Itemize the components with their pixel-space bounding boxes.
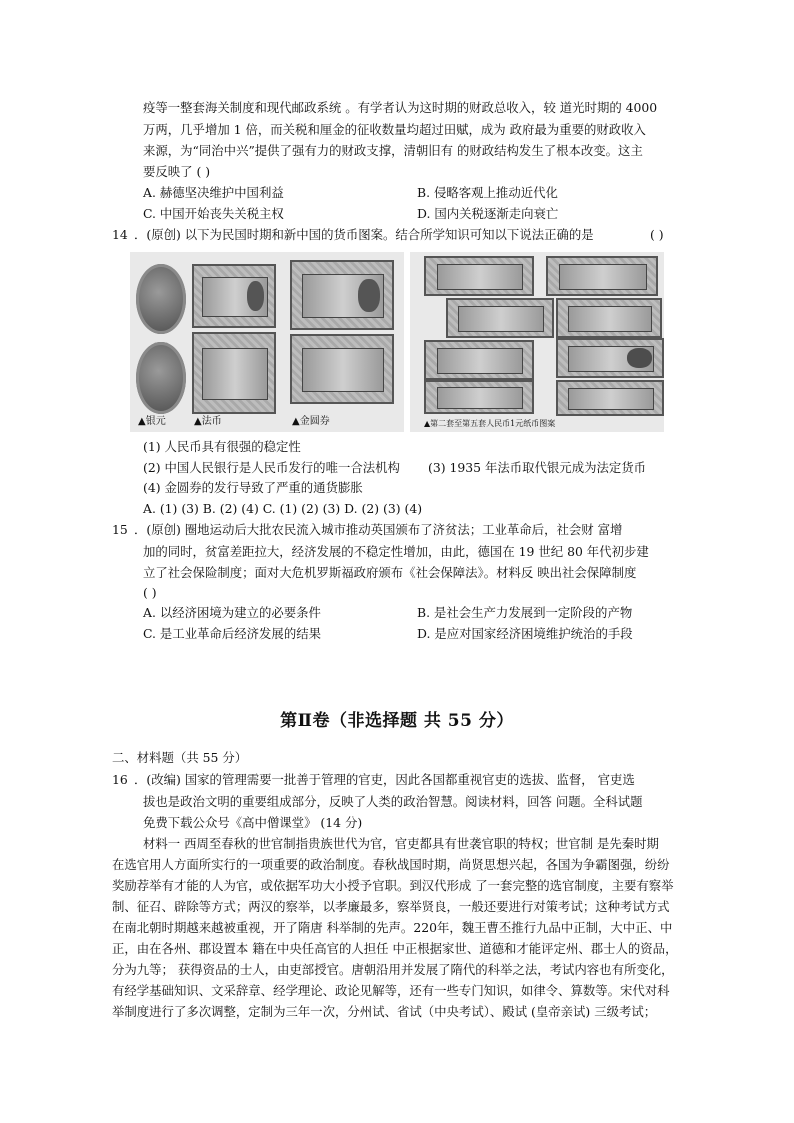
q14-number: 14: [112, 227, 128, 242]
q16-material-line: 材料一 西周至春秋的世官制指贵族世代为官，官吏都具有世袭官职的特权；世官制 是先秦时期: [143, 836, 659, 851]
q13-option-c: C. 中国开始丧失关税主权: [143, 206, 284, 221]
q16-number: 16: [112, 772, 128, 787]
q14-options: A. (1) (3) B. (2) (4) C. (1) (2) (3) D. (2) (3) (4): [143, 501, 423, 516]
q14-statement-3: (3) 1935 年法币取代银元成为法定货币: [428, 460, 647, 475]
q16-material-line: 在选官用人方面所实行的一项重要的政治制度。春秋战国时期，尚贤思想兴起，各国为争霸图强，纷纷: [112, 857, 670, 872]
q16-material-line: 举制度进行了多次调整，定制为三年一次，分州试、省试（中央考试）、殿试 (皇帝亲试) 三级考试；: [112, 1004, 657, 1019]
q15-option-a: A. 以经济困境为建立的必要条件: [143, 605, 321, 620]
q16-material-line: 制、征召、辟除等方式；两汉的察举，以孝廉最多，察举贤良，一般还要进行对策考试；这种考试方式: [112, 899, 670, 914]
q15-text-line: 立了社会保险制度；面对大危机罗斯福政府颁布《社会保障法》。材料反 映出社会保障制度: [143, 565, 637, 580]
q15-option-d: D. 是应对国家经济困境维护统治的手段: [417, 626, 633, 641]
rmb-note-image: [424, 380, 534, 414]
rmb-note-image: [546, 256, 658, 296]
q13-option-d: D. 国内关税逐渐走向衰亡: [417, 206, 559, 221]
q16-material-line: 有经学基础知识、文采辞章、经学理论、政论见解等，还有一些专门知识，如律令、算数等。宋代对科: [112, 983, 670, 998]
q13-text-line: 来源，为“同治中兴”提供了强有力的财政支撑，清朝旧有 的财政结构发生了根本改变。这主: [143, 143, 643, 158]
q15-text-line: ．(原创) 圈地运动后大批农民流入城市推动英国颁布了济贫法；工业革命后，社会财 富增: [134, 522, 623, 537]
q14-statement-4: (4) 金圆券的发行导致了严重的通货膨胀: [143, 480, 363, 495]
q13-option-a: A. 赫德坚决维护中国利益: [143, 185, 284, 200]
jinyuan-note-image: [290, 260, 394, 330]
q15-text-line: ( ): [143, 585, 157, 600]
republic-currency-figure: [130, 252, 404, 432]
q15-text-line: 加的同时，贫富差距拉大，经济发展的不稳定性增加，由此，德国在 19 世纪 80 年代初步建: [143, 544, 649, 559]
rmb-note-image: [424, 340, 534, 380]
q16-text-line: 免费下载公众号《高中僧课堂》 (14 分): [143, 815, 363, 830]
fabi-note-image: [192, 332, 276, 414]
silver-dollar-reverse-image: [136, 342, 186, 414]
q13-text-line: 要反映了 ( ): [143, 164, 211, 179]
q13-option-b: B. 侵略客观上推动近代化: [417, 185, 558, 200]
fabi-note-image: [192, 264, 276, 328]
q16-text-line: 拔也是政治文明的重要组成部分，反映了人类的政治智慧。阅读材料，回答 问题。全科试题: [143, 794, 643, 809]
q15-number: 15: [112, 522, 128, 537]
silver-dollar-obverse-image: [136, 264, 186, 334]
rmb-note-image: [556, 380, 664, 416]
rmb-note-image: [556, 338, 664, 378]
rmb-note-image: [556, 298, 662, 338]
q16-text-line: ．(改编) 国家的管理需要一批善于管理的官吏，因此各国都重视官吏的选拔、监督， 官吏选: [134, 772, 635, 787]
fabi-caption: ▲法币: [194, 416, 222, 427]
q14-answer-paren: ( ): [650, 227, 664, 242]
silver-dollar-caption: ▲银元: [138, 416, 166, 427]
q14-stem: ．(原创) 以下为民国时期和新中国的货币图案。结合所学知识可知以下说法正确的是: [134, 227, 594, 242]
q14-statement-1: (1) 人民币具有很强的稳定性: [143, 439, 301, 454]
section-heading: 二、材料题（共 55 分）: [112, 750, 248, 765]
q13-text-line: 疫等一整套海关制度和现代邮政系统 。有学者认为这时期的财政总收入，较 道光时期的 4000: [143, 100, 658, 115]
q16-material-line: 在南北朝时期越来越被重视，开了隋唐 科举制的先声。220年，魏王曹丕推行九品中正制，大中正、中: [112, 920, 673, 935]
rmb-caption: ▲第二套至第五套人民币1元纸币图案: [424, 419, 556, 428]
q16-material-line: 正，由在各州、郡设置本 籍在中央任高官的人担任 中正根据家世、道德和才能评定州、郡士人的资品，: [112, 941, 678, 956]
rmb-notes-figure: [410, 252, 664, 432]
q16-material-line: 奖励荐举有才能的人为官，或依据军功大小授予官职。到汉代形成 了一套完整的选官制度，主要有察举: [112, 878, 674, 893]
jinyuan-note-image: [290, 334, 394, 404]
rmb-note-image: [424, 256, 534, 296]
q16-material-line: 分为九等； 获得资品的士人，由吏部授官。唐朝沿用并发展了隋代的科举之法，考试内容也有所变化，: [112, 962, 674, 977]
q13-text-line: 万两，几乎增加 1 倍，而关税和厘金的征收数量均超过田赋，成为 政府最为重要的财政收入: [143, 122, 646, 137]
rmb-note-image: [446, 298, 554, 338]
q15-option-c: C. 是工业革命后经济发展的结果: [143, 626, 321, 641]
jinyuan-caption: ▲金圆券: [292, 416, 330, 427]
q14-statement-2: (2) 中国人民银行是人民币发行的唯一合法机构: [143, 460, 400, 475]
q15-option-b: B. 是社会生产力发展到一定阶段的产物: [417, 605, 633, 620]
section-title: 第Ⅱ卷（非选择题 共 55 分）: [280, 711, 514, 731]
